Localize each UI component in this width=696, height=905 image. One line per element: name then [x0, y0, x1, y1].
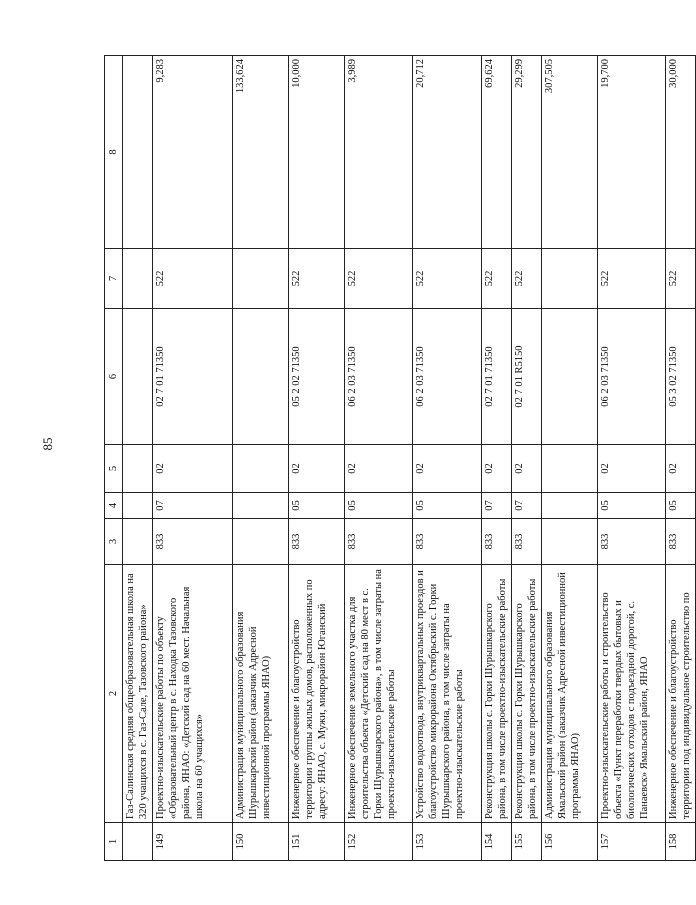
col-7-code: 522 [413, 249, 482, 309]
column-header-1: 1 [105, 823, 123, 861]
col-4-code [542, 493, 598, 519]
col-8-amount: 20,712 [413, 56, 482, 249]
table-body [123, 56, 696, 861]
table-row [153, 56, 233, 861]
col-7-code: 522 [512, 249, 542, 309]
col-5-code: 02 [345, 445, 413, 493]
col-4-code: 05 [598, 493, 666, 519]
col-3-code [233, 519, 289, 565]
table-row [413, 56, 482, 861]
table-row [598, 56, 666, 861]
row-description: Реконструкция школы с. Горки Шурышкарского района, в том числе проектно-изыскательские работы [482, 565, 512, 823]
col-3-code: 833 [153, 519, 233, 565]
col-4-code [123, 493, 153, 519]
row-description: Газ-Салинская средняя общеобразовательная школа на 320 учащихся в с. Газ-Сале, Тазовского района» [123, 565, 153, 823]
col-3-code: 833 [345, 519, 413, 565]
table-row [542, 56, 598, 861]
col-3-code: 833 [666, 519, 696, 565]
col-7-code: 522 [598, 249, 666, 309]
col-6-code: 06 2 03 71350 [345, 309, 413, 445]
column-header-2: 2 [105, 565, 123, 823]
row-description: Устройство водоотвода, внутриквартальных проездов и благоустройство микрорайона Октябрьский с. Горки Шурышкарского района, в том числе затраты на проектно-изыскательские работы [413, 565, 482, 823]
col-6-code: 02 7 01 71350 [482, 309, 512, 445]
col-3-code: 833 [512, 519, 542, 565]
row-number: 154 [482, 823, 512, 861]
col-7-code [542, 249, 598, 309]
rotated-table-container [104, 56, 692, 861]
row-description: Инженерное обеспечение и благоустройство территории под индивидуальное строительство по [666, 565, 696, 823]
col-5-code: 02 [598, 445, 666, 493]
column-header-7: 7 [105, 249, 123, 309]
col-8-amount: 69,624 [482, 56, 512, 249]
row-description: Инженерное обеспечение земельного участка для строительства объекта «Детский сад на 80 мест в с. Горки Шурышкарского района», в том числе затраты на проектно-изыскательские работы [345, 565, 413, 823]
col-5-code: 02 [413, 445, 482, 493]
col-6-code: 05 2 02 71350 [289, 309, 345, 445]
col-6-code [542, 309, 598, 445]
row-number: 149 [153, 823, 233, 861]
column-header-5: 5 [105, 445, 123, 493]
col-8-amount: 10,000 [289, 56, 345, 249]
col-7-code [123, 249, 153, 309]
col-5-code: 02 [289, 445, 345, 493]
row-number: 152 [345, 823, 413, 861]
col-8-amount [123, 56, 153, 249]
col-5-code: 02 [482, 445, 512, 493]
col-7-code: 522 [482, 249, 512, 309]
column-header-6: 6 [105, 309, 123, 445]
col-4-code: 05 [413, 493, 482, 519]
col-6-code: 02 7 01 R5150 [512, 309, 542, 445]
col-7-code: 522 [289, 249, 345, 309]
row-description: Проектно-изыскательские работы и строительство объекта «Пункт переработки твердых бытовых и биологических отходов с подъездной дорогой, с. Панаевск» Ямальский район, ЯНАО [598, 565, 666, 823]
col-6-code [233, 309, 289, 445]
row-description: Администрация муниципального образования Ямальский район (заказчик Адресной инвестиционной программы ЯНАО) [542, 565, 598, 823]
row-number: 158 [666, 823, 696, 861]
column-header-3: 3 [105, 519, 123, 565]
col-4-code: 05 [666, 493, 696, 519]
col-7-code: 522 [345, 249, 413, 309]
col-8-amount: 9,283 [153, 56, 233, 249]
table-row [345, 56, 413, 861]
col-8-amount: 307,505 [542, 56, 598, 249]
col-5-code: 02 [666, 445, 696, 493]
col-6-code: 06 2 03 71350 [598, 309, 666, 445]
table-row [666, 56, 696, 861]
col-5-code [233, 445, 289, 493]
table-row [512, 56, 542, 861]
col-6-code: 06 2 03 71350 [413, 309, 482, 445]
col-8-amount: 3,989 [345, 56, 413, 249]
table-row [482, 56, 512, 861]
row-number: 151 [289, 823, 345, 861]
row-description: Проектно-изыскательские работы по объекту «Образовательный центр в с. Находка Тазовского района, ЯНАО: «Детский сад на 60 мест. Начальная школа на 60 учащихся» [153, 565, 233, 823]
col-7-code: 522 [666, 249, 696, 309]
col-3-code: 833 [289, 519, 345, 565]
row-number: 157 [598, 823, 666, 861]
col-7-code [233, 249, 289, 309]
row-number: 156 [542, 823, 598, 861]
table-row [123, 56, 153, 861]
column-header-8: 8 [105, 56, 123, 249]
table-row [233, 56, 289, 861]
col-8-amount: 29,299 [512, 56, 542, 249]
col-6-code: 02 7 01 71350 [153, 309, 233, 445]
col-6-code [123, 309, 153, 445]
col-3-code [123, 519, 153, 565]
col-8-amount: 19,700 [598, 56, 666, 249]
col-8-amount: 133,624 [233, 56, 289, 249]
page-number: 85 [40, 437, 55, 451]
col-3-code: 833 [413, 519, 482, 565]
col-4-code: 07 [512, 493, 542, 519]
col-3-code: 833 [598, 519, 666, 565]
col-4-code: 05 [345, 493, 413, 519]
row-number: 155 [512, 823, 542, 861]
col-3-code: 833 [482, 519, 512, 565]
row-description: Инженерное обеспечение и благоустройство территории группы жилых домов, расположенных по адресу: ЯНАО, с. Мужи, микрорайон Юганский [289, 565, 345, 823]
row-number [123, 823, 153, 861]
budget-table [104, 55, 696, 861]
row-number: 150 [233, 823, 289, 861]
row-number: 153 [413, 823, 482, 861]
row-description: Администрация муниципального образования Шурышкарский район (заказчик Адресной инвестиционной программы ЯНАО) [233, 565, 289, 823]
col-6-code: 05 3 02 71350 [666, 309, 696, 445]
col-5-code [542, 445, 598, 493]
col-8-amount: 30,000 [666, 56, 696, 249]
col-4-code: 07 [482, 493, 512, 519]
col-5-code [123, 445, 153, 493]
column-header-4: 4 [105, 493, 123, 519]
col-5-code: 02 [153, 445, 233, 493]
col-3-code [542, 519, 598, 565]
table-row [289, 56, 345, 861]
col-4-code [233, 493, 289, 519]
header-row [105, 56, 123, 861]
col-4-code: 05 [289, 493, 345, 519]
col-5-code: 02 [512, 445, 542, 493]
col-4-code: 07 [153, 493, 233, 519]
row-description: Реконструкция школы с. Горки Шурышкарского района, в том числе проектно-изыскательские работы [512, 565, 542, 823]
col-7-code: 522 [153, 249, 233, 309]
